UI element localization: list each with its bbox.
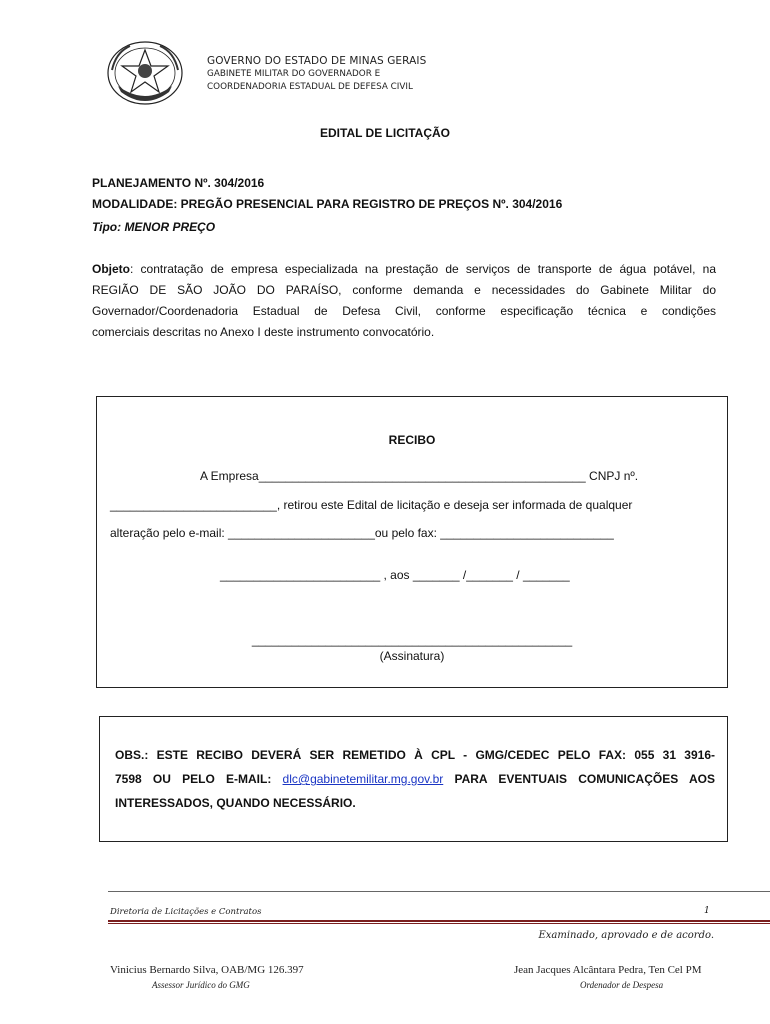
- signatory-1-name: Vinicius Bernardo Silva, OAB/MG 126.397: [110, 964, 304, 976]
- recibo-title: RECIBO: [388, 433, 436, 447]
- signatory-1-role: Assessor Jurídico do GMG: [152, 980, 250, 990]
- minas-gerais-seal-icon: [106, 40, 184, 106]
- recibo-company-line: A Empresa_________________________________________________ CNPJ nº.: [200, 469, 639, 483]
- modalidade-line: MODALIDADE: PREGÃO PRESENCIAL PARA REGISTRO DE PREÇOS Nº. 304/2016: [92, 197, 563, 211]
- objeto-line-4: comerciais descritas no Anexo I deste instrumento convocatório.: [92, 325, 435, 339]
- document-title: EDITAL DE LICITAÇÃO: [320, 126, 450, 140]
- recibo-date-line: ________________________ , aos _______ /_______ / _______: [220, 568, 570, 582]
- letterhead-line-1: GOVERNO DO ESTADO DE MINAS GERAIS: [207, 55, 427, 67]
- obs-line-3: INTERESSADOS, QUANDO NECESSÁRIO.: [115, 796, 356, 810]
- obs-line-2: [115, 767, 715, 791]
- objeto-line-1: [92, 259, 716, 280]
- footer-bar: [108, 920, 770, 922]
- objeto-line-3: Governador/Coordenadoria Estadual de Defesa Civil, conforme especificação técnica e condições: [92, 304, 716, 318]
- footer-department: Diretoria de Licitações e Contratos: [110, 907, 262, 917]
- obs-line-2-post: PARA EVENTUAIS COMUNICAÇÕES AOS: [443, 772, 715, 786]
- obs-line-2-pre: 7598 OU PELO E-MAIL:: [115, 772, 283, 786]
- signatory-2-name: Jean Jacques Alcântara Pedra, Ten Cel PM: [514, 964, 702, 976]
- recibo-contact-line: alteração pelo e-mail: ______________________ou pelo fax: __________________________: [110, 526, 614, 540]
- signatory-2-role: Ordenador de Despesa: [580, 980, 664, 990]
- objeto-paragraph: [92, 259, 716, 343]
- footer-bar-thin: [108, 923, 770, 924]
- letterhead: [207, 54, 426, 94]
- recibo-box: [96, 396, 728, 688]
- objeto-line-1-text: : contratação de empresa especializada na prestação de serviços de transporte de água potável, na: [130, 262, 716, 276]
- approval-note: Examinado, aprovado e de acordo.: [538, 930, 714, 941]
- planejamento-line: PLANEJAMENTO Nº. 304/2016: [92, 176, 265, 190]
- letterhead-line-2: GABINETE MILITAR DO GOVERNADOR E: [207, 69, 381, 79]
- obs-box: [99, 716, 728, 842]
- objeto-line-2: REGIÃO DE SÃO JOÃO DO PARAÍSO, conforme demanda e necessidades do Gabinete Militar do: [92, 283, 716, 297]
- email-link[interactable]: dlc@gabinetemilitar.mg.gov.br: [282, 772, 444, 786]
- objeto-label: Objeto: [92, 262, 130, 276]
- recibo-cnpj-line: _________________________, retirou este Edital de licitação e deseja ser informada de qualquer: [110, 498, 633, 512]
- signature-label: (Assinatura): [379, 649, 445, 663]
- signature-line: ________________________________________________: [251, 633, 573, 647]
- page-number: 1: [704, 906, 710, 916]
- footer-divider: [108, 891, 770, 892]
- obs-text: [115, 743, 715, 815]
- tipo-line: Tipo: MENOR PREÇO: [92, 220, 216, 234]
- obs-line-1: OBS.: ESTE RECIBO DEVERÁ SER REMETIDO À CPL - GMG/CEDEC PELO FAX: 055 31 3916-: [115, 748, 715, 762]
- letterhead-line-3: COORDENADORIA ESTADUAL DE DEFESA CIVIL: [207, 82, 413, 92]
